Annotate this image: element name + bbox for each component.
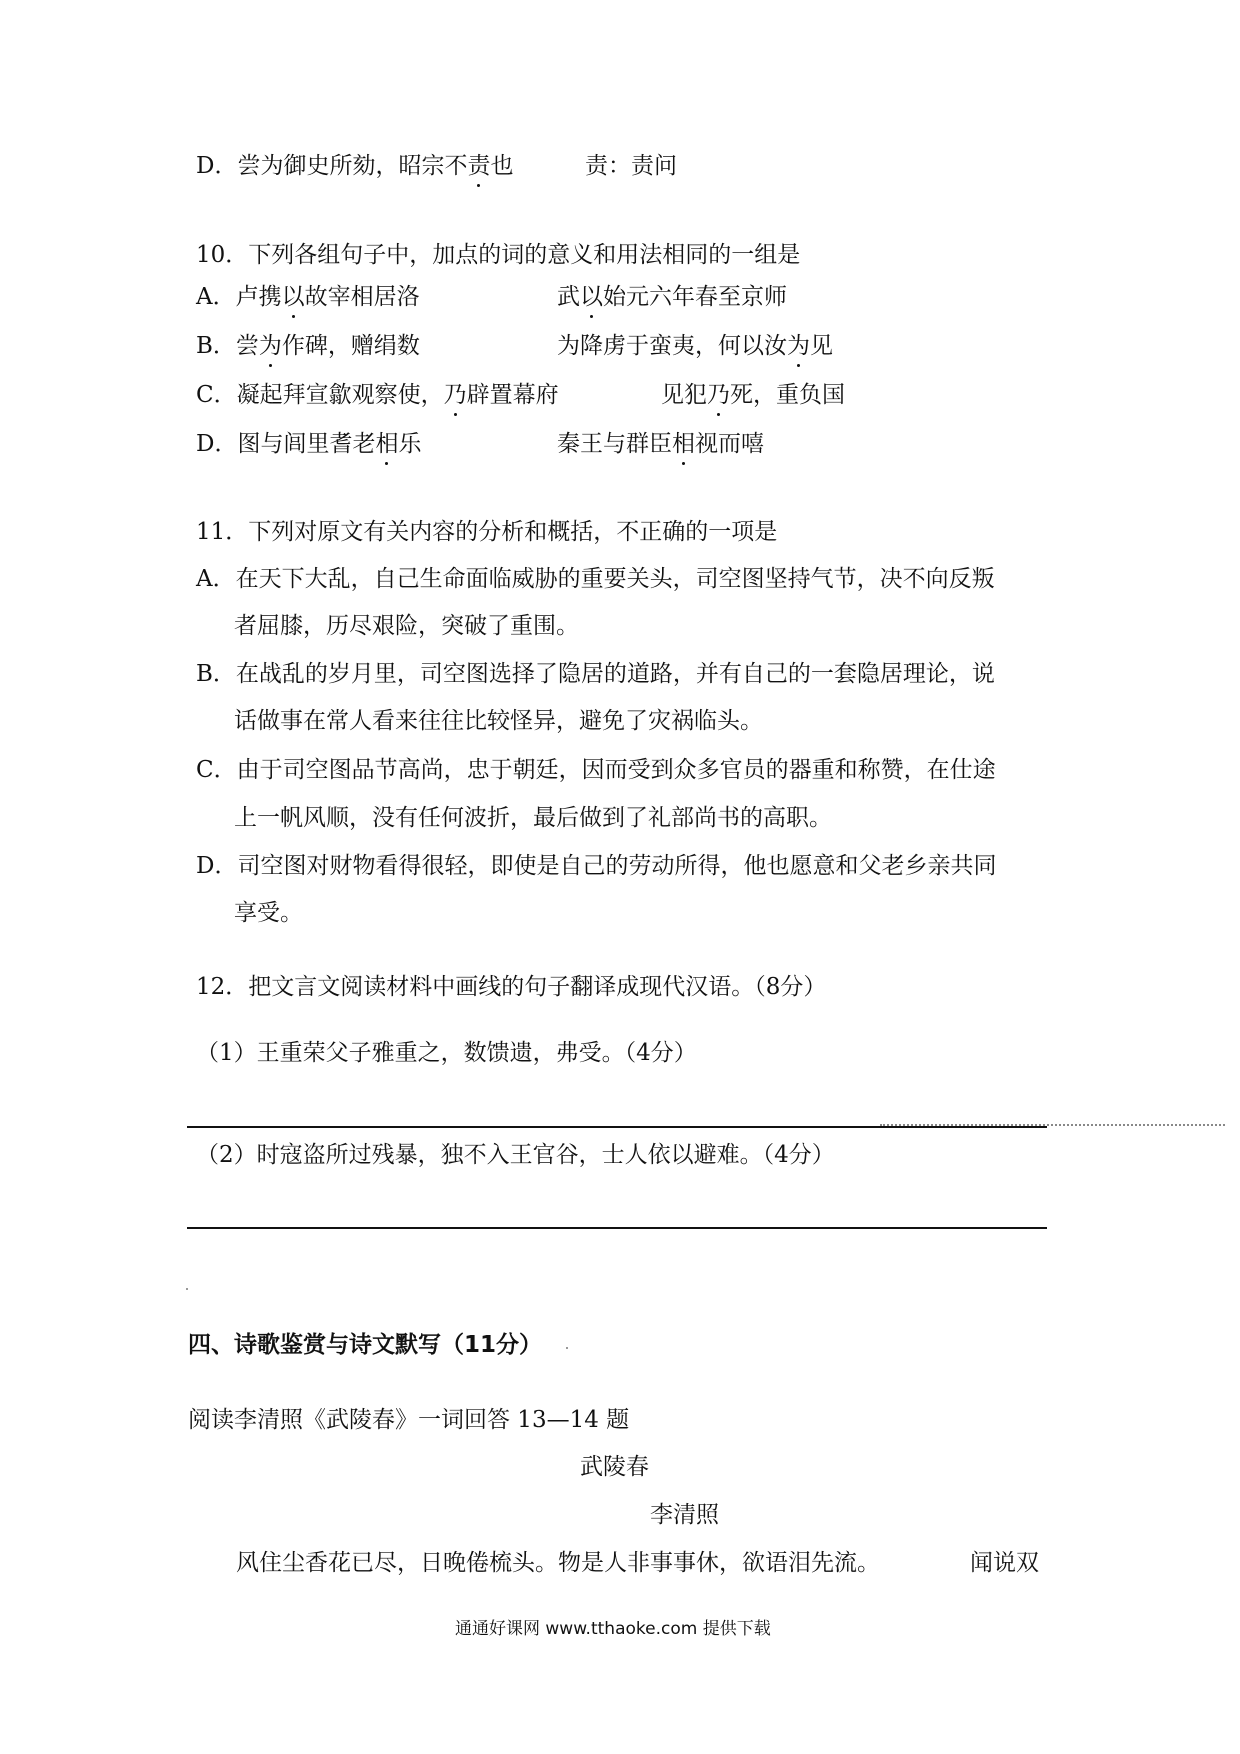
poem-line-1-tail: 闻说双 (970, 1550, 1039, 1576)
q9-option-d-tail: 也 (490, 153, 514, 179)
q11-option-a-line2: 者屈膝，历尽艰险，突破了重围。 (234, 613, 579, 639)
dotted-word: 相 (375, 431, 399, 457)
q10-option-d-left: D．图与闾里耆老相乐 (196, 431, 422, 457)
dotted-word: 以 (580, 284, 603, 310)
q9-option-d-gloss: 责：责问 (585, 153, 677, 179)
q10-option-a-right: 武以始元六年春至京师 (557, 284, 787, 310)
q12-sentence-2: （2）时寇盗所过残暴，独不入王官谷，士人依以避难。（4分） (196, 1142, 835, 1168)
q11-option-b-line1: B．在战乱的岁月里，司空图选择了隐居的道路，并有自己的一套隐居理论，说 (196, 661, 995, 687)
q10-option-b-right: 为降虏于蛮夷，何以汝为见 (557, 333, 833, 359)
q10-option-c-right: 见犯乃死，重负国 (661, 382, 845, 408)
q11-stem: 11．下列对原文有关内容的分析和概括，不正确的一项是 (196, 519, 778, 545)
answer-line-2[interactable] (187, 1227, 1047, 1229)
scan-speck (566, 1347, 568, 1349)
poem-intro: 阅读李清照《武陵春》一词回答 13—14 题 (188, 1407, 630, 1433)
dotted-word: 为 (787, 333, 810, 359)
q10-option-b-left: B．尝为作碑，赠绢数 (196, 333, 420, 359)
q10-option-c-left: C．凝起拜宣歙观察使，乃辟置幕府 (196, 382, 559, 408)
answer-line-1[interactable] (187, 1126, 1047, 1128)
q9-option-d-dotted-word: 责 (467, 153, 491, 179)
poem-author: 李清照 (650, 1502, 719, 1528)
section-4-heading: 四、诗歌鉴赏与诗文默写（11分） (188, 1332, 543, 1358)
q11-option-d-line2: 享受。 (234, 900, 303, 926)
dotted-scan-line (880, 1124, 1225, 1126)
q11-option-c-line1: C．由于司空图品节高尚，忠于朝廷，因而受到众多官员的器重和称赞，在仕途 (196, 757, 996, 783)
q10-option-a-left: A．卢携以故宰相居洛 (196, 284, 420, 310)
q9-option-d (196, 151, 513, 181)
q12-sentence-1: （1）王重荣父子雅重之，数馈遗，弗受。（4分） (196, 1040, 697, 1066)
poem-title: 武陵春 (580, 1454, 649, 1480)
dotted-word: 为 (258, 333, 282, 359)
footer-download-notice: 通通好课网 www.tthaoke.com 提供下载 (455, 1619, 771, 1639)
dotted-word: 以 (281, 284, 305, 310)
q10-stem: 10．下列各组句子中，加点的词的意义和用法相同的一组是 (196, 242, 801, 268)
q9-option-d-text: D．尝为御史所劾，昭宗不 (196, 153, 468, 179)
dotted-word: 乃 (443, 382, 467, 408)
q11-option-c-line2: 上一帆风顺，没有任何波折，最后做到了礼部尚书的高职。 (234, 805, 832, 831)
q11-option-b-line2: 话做事在常人看来往往比较怪异，避免了灾祸临头。 (234, 708, 763, 734)
q11-option-a-line1: A．在天下大乱，自己生命面临威胁的重要关头，司空图坚持气节，决不向反叛 (196, 566, 995, 592)
scan-speck (186, 1288, 188, 1290)
q12-stem: 12．把文言文阅读材料中画线的句子翻译成现代汉语。（8分） (196, 974, 827, 1000)
dotted-word: 乃 (707, 382, 730, 408)
dotted-word: 相 (672, 431, 695, 457)
poem-line-1: 风住尘香花已尽，日晚倦梳头。物是人非事事休，欲语泪先流。 (236, 1550, 880, 1576)
q10-option-d-right: 秦王与群臣相视而嘻 (557, 431, 764, 457)
q11-option-d-line1: D．司空图对财物看得很轻，即使是自己的劳动所得，他也愿意和父老乡亲共同 (196, 853, 997, 879)
